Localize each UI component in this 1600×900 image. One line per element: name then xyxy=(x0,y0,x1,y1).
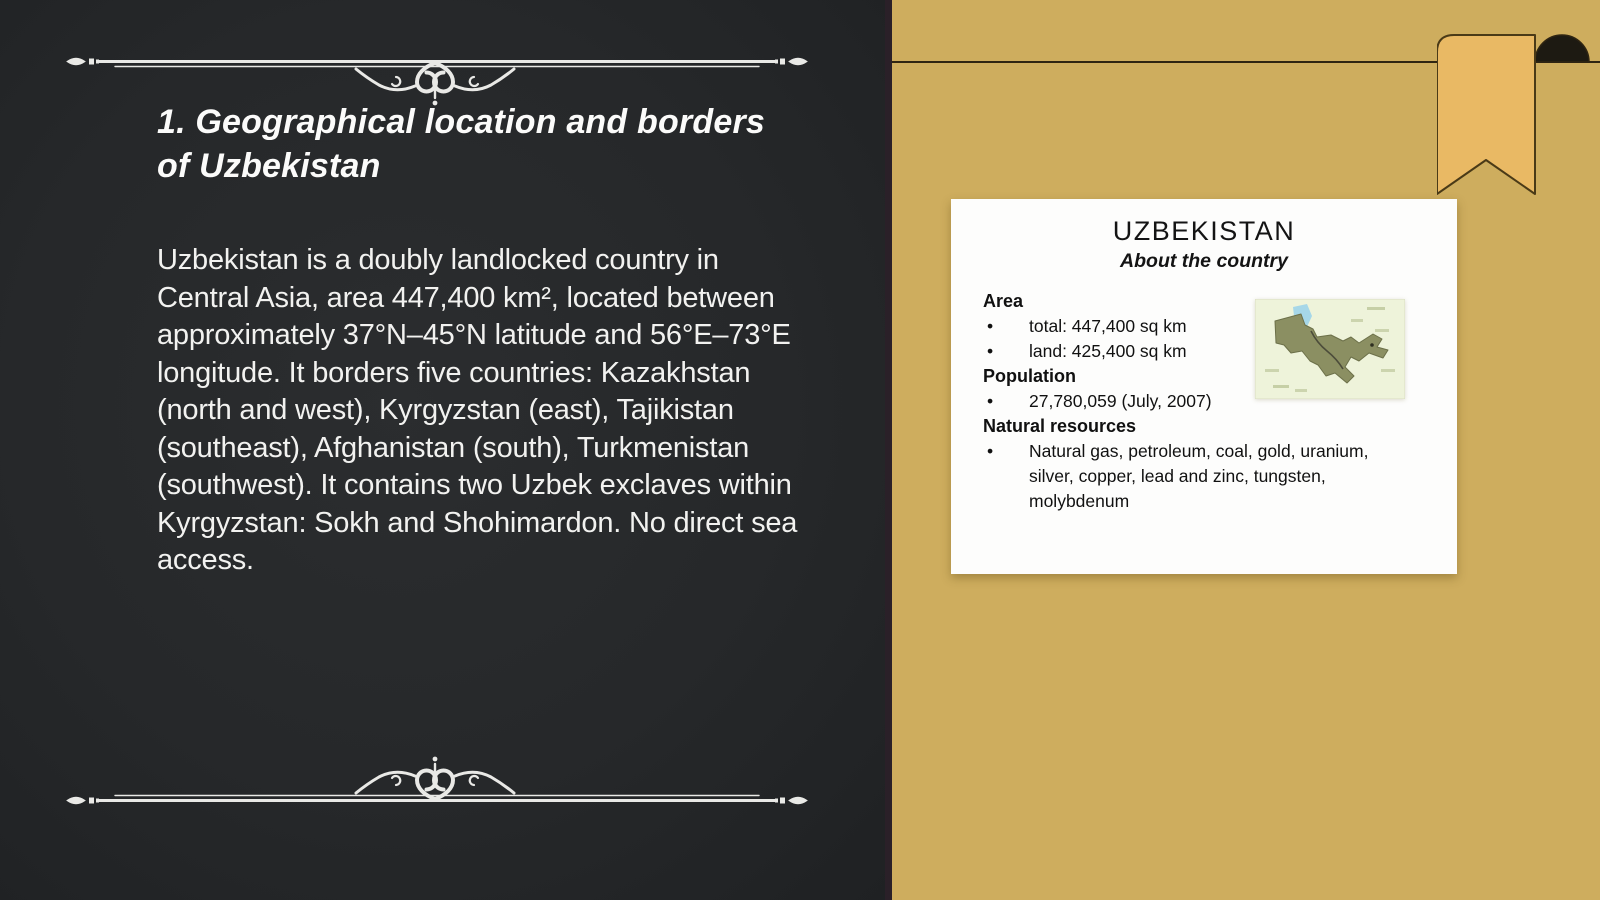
natural-resources-value: Natural gas, petroleum, coal, gold, uranium, silver, copper, lead and zinc, tungsten, molybdenum xyxy=(1029,441,1369,511)
bookmark-ribbon-icon xyxy=(1437,34,1597,199)
section-heading-natural-resources: Natural resources xyxy=(983,416,1137,436)
country-info-card xyxy=(951,199,1457,574)
bullet-icon: • xyxy=(987,391,994,411)
area-total-value: total: 447,400 sq km xyxy=(1029,316,1187,336)
right-gold-panel xyxy=(885,0,1600,900)
area-land-value: land: 425,400 sq km xyxy=(1029,341,1187,361)
slide-body-text: Uzbekistan is a doubly landlocked country in Central Asia, area 447,400 km², located between approximately 37°N–45°N latitude and 56°E–73°E longitude. It borders five countries: Kazakhstan (north and west), Kyrgyzstan (east), Tajikistan (southeast), Afghanistan (south), Turkmenistan (southwest). It contains two Uzbek exclaves within Kyrgyzstan: Sokh and Shohimardon. No direct sea access. xyxy=(157,244,798,576)
bullet-icon: • xyxy=(987,341,994,361)
bullet-icon: • xyxy=(987,316,994,336)
bullet-icon: • xyxy=(987,441,994,461)
list-item xyxy=(983,439,1457,514)
uzbekistan-map-thumbnail xyxy=(1255,299,1405,399)
population-value: 27,780,059 (July, 2007) xyxy=(1029,391,1212,411)
section-heading-population: Population xyxy=(983,366,1076,386)
card-title: UZBEKISTAN xyxy=(1112,216,1296,246)
ornament-bottom-divider-icon xyxy=(65,752,809,814)
slide-title: 1. Geographical location and borders of Uzbekistan xyxy=(157,103,765,185)
card-subtitle: About the country xyxy=(1120,250,1288,272)
section-heading-area: Area xyxy=(983,291,1024,311)
